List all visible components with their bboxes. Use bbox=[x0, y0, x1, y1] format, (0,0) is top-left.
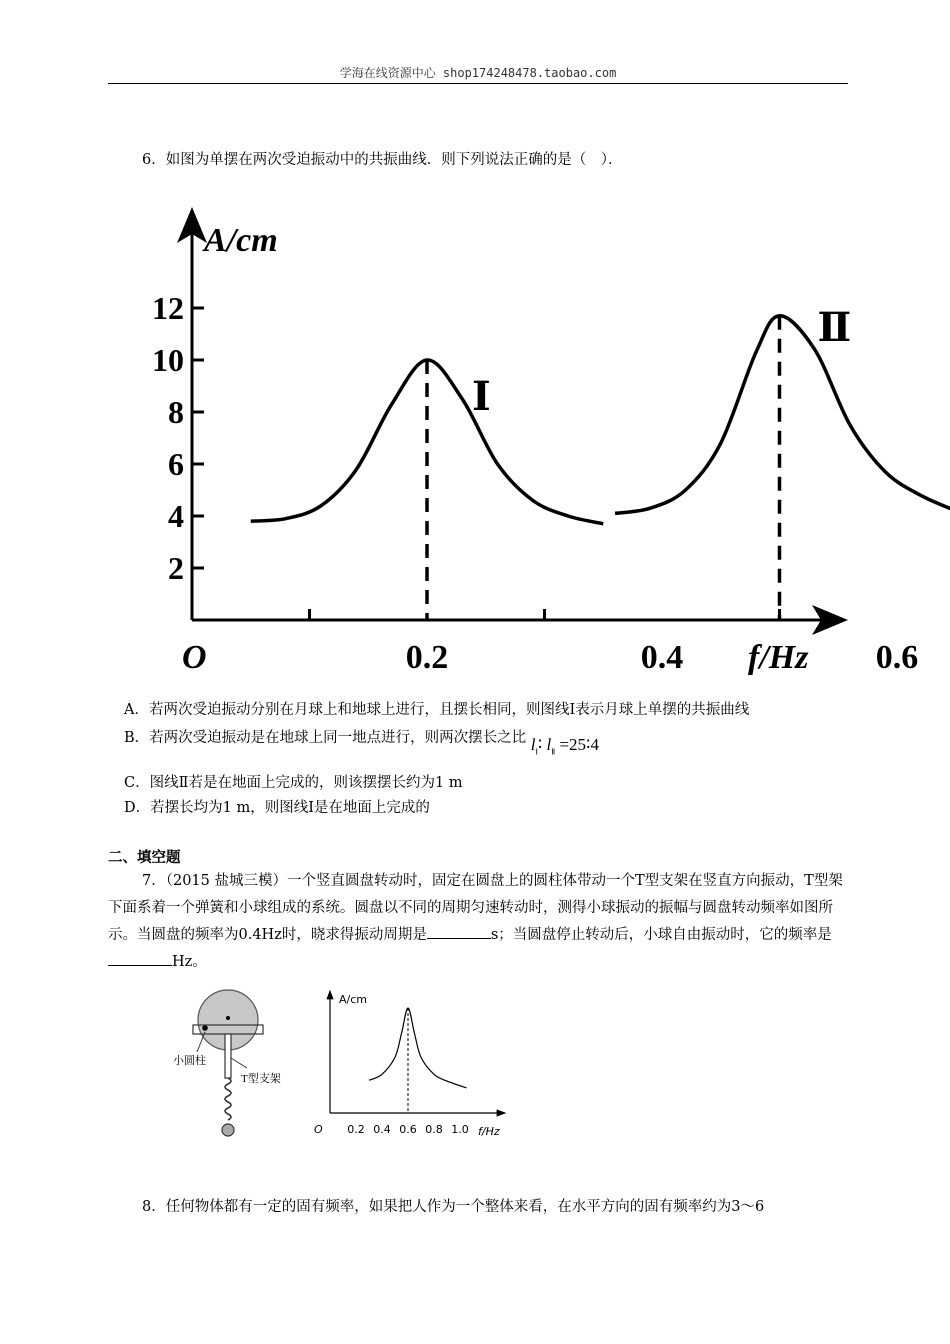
t-frame-stem bbox=[225, 1034, 231, 1078]
header-divider bbox=[108, 83, 848, 84]
q7-x-tick-label: 0.4 bbox=[373, 1123, 391, 1136]
disc-center-dot bbox=[226, 1016, 230, 1020]
ball bbox=[222, 1124, 234, 1136]
y-tick-label: 10 bbox=[152, 342, 184, 378]
q6-option-c: C．图线Ⅱ若是在地面上完成的，则该摆摆长约为1 m bbox=[124, 775, 463, 791]
q6-option-b-text: B．若两次受迫振动是在地球上同一地点进行，则两次摆长之比 bbox=[124, 730, 527, 746]
q7-text-3: Hz。 bbox=[172, 954, 207, 970]
q7-x-tick-label: 1.0 bbox=[451, 1123, 469, 1136]
y-tick-label: 2 bbox=[168, 550, 184, 586]
q6-option-d: D．若摆长均为1 m，则图线Ⅰ是在地面上完成的 bbox=[124, 800, 430, 816]
label-small-cylinder: 小圆柱 bbox=[173, 1055, 206, 1067]
q7-blank-frequency[interactable] bbox=[108, 951, 172, 966]
page-header: 学海在线资源中心 shop174248478.taobao.com bbox=[339, 66, 617, 80]
q7-text-2: s；当圆盘停止转动后，小球自由振动时，它的频率是 bbox=[490, 927, 832, 943]
apparatus-figure bbox=[165, 980, 305, 1140]
y-axis-label: A/cm bbox=[204, 222, 278, 259]
q7-curve bbox=[369, 1008, 467, 1088]
resonance-chart bbox=[152, 205, 919, 685]
x-tick-label: 0.2 bbox=[405, 639, 449, 676]
q7-origin-label: O bbox=[314, 1123, 323, 1136]
small-cylinder bbox=[202, 1025, 208, 1031]
y-tick-label: 6 bbox=[168, 446, 184, 482]
spring bbox=[225, 1078, 231, 1120]
q8-text: 8．任何物体都有一定的固有频率，如果把人作为一个整体来看，在水平方向的固有频率约为3～6 bbox=[142, 1199, 765, 1215]
q6-option-a: A．若两次受迫振动分别在月球上和地球上进行，且摆长相同，则图线Ⅰ表示月球上单摆的共振曲线 bbox=[124, 702, 750, 718]
curve-label-2: Ⅱ bbox=[817, 304, 852, 350]
x-tick-label: 0.4 bbox=[640, 639, 684, 676]
q7-blank-period[interactable] bbox=[427, 924, 491, 939]
curve-2 bbox=[615, 316, 950, 514]
curve-label-1: Ⅰ bbox=[472, 374, 491, 419]
y-tick-label: 12 bbox=[152, 290, 184, 326]
label-t-frame: T型支架 bbox=[241, 1073, 281, 1085]
q7-x-tick-label: 0.8 bbox=[425, 1123, 443, 1136]
y-tick-label: 8 bbox=[168, 394, 184, 430]
x-axis-label: f/Hz bbox=[748, 639, 809, 676]
q6-option-b bbox=[124, 727, 599, 757]
y-tick-label: 4 bbox=[168, 498, 184, 534]
q6-option-b-ratio: $l_Ⅰ∶$ $l_Ⅱ$ =25∶4 bbox=[530, 735, 599, 757]
q7-x-tick-label: 0.2 bbox=[347, 1123, 365, 1136]
q7-x-axis-label: f/Hz bbox=[478, 1125, 500, 1138]
section-title: 二、填空题 bbox=[108, 849, 181, 866]
q7-text-1: 7．（2015 盐城三模）一个竖直圆盘转动时，固定在圆盘上的圆柱体带动一个T型支架在竖直方向振动，T型架下面系着一个弹簧和小球组成的系统。圆盘以不同的周期匀速转动时，测得小球振动的振幅与圆盘转动频率如图所示。当圆盘的频率为0.4Hz时，晓求得振动周期是 bbox=[108, 873, 843, 943]
origin-label: O bbox=[182, 639, 207, 676]
q7-text bbox=[108, 868, 848, 976]
q6-stem: 6．如图为单摆在两次受迫振动中的共振曲线．则下列说法正确的是（ ）． bbox=[142, 152, 623, 168]
q7-y-axis-label: A/cm bbox=[339, 993, 367, 1006]
q7-resonance-chart bbox=[305, 985, 515, 1140]
q7-x-tick-label: 0.6 bbox=[399, 1123, 417, 1136]
x-tick-label: 0.6 bbox=[875, 639, 919, 676]
